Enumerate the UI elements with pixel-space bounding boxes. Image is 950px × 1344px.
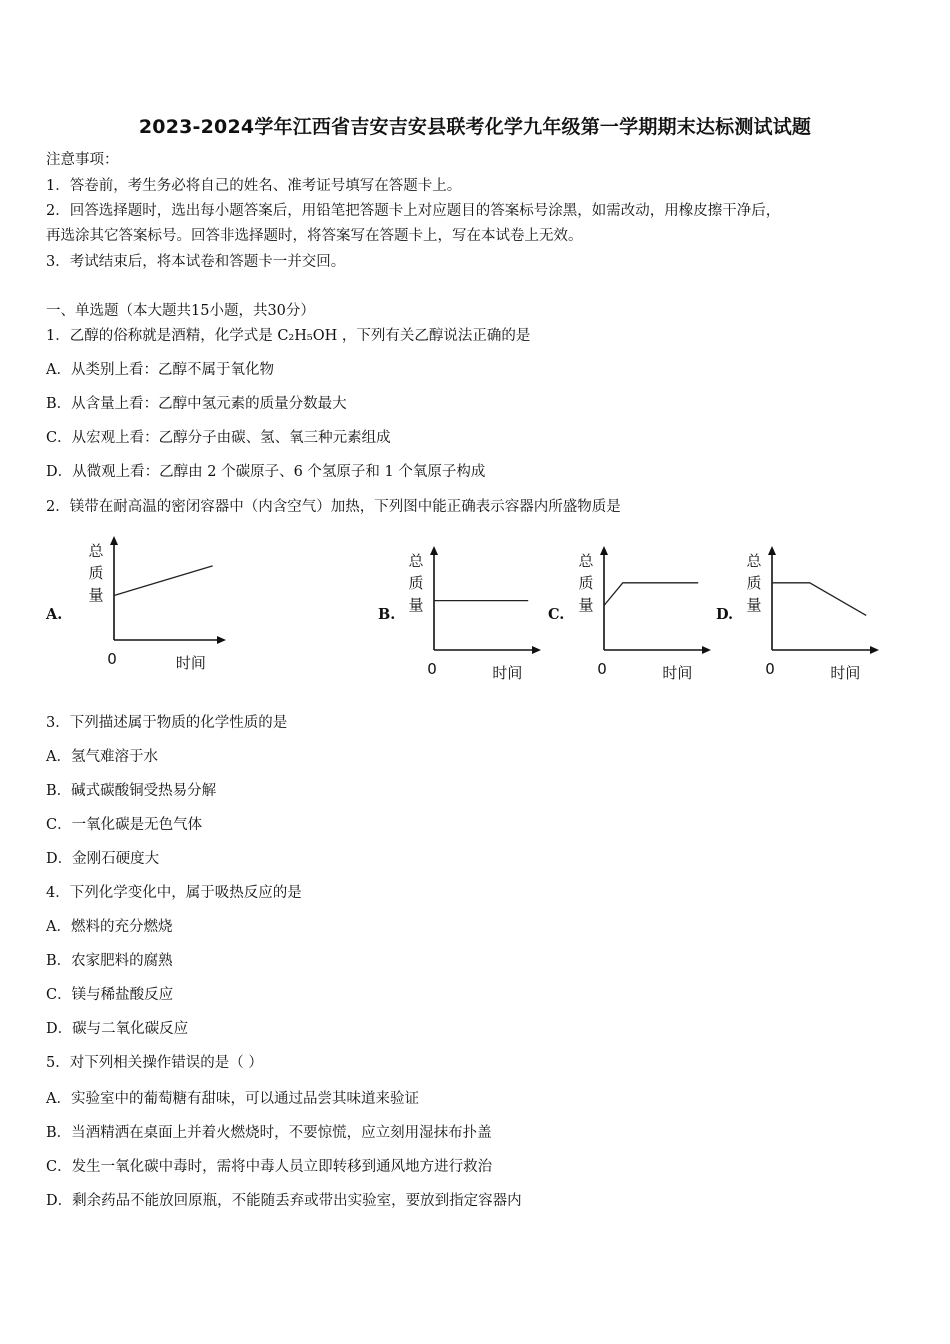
- q5-option-a: A．实验室中的葡萄糖有甜味，可以通过品尝其味道来验证: [46, 1091, 419, 1107]
- notice-heading: 注意事项：: [46, 152, 119, 168]
- series-line: [772, 583, 866, 616]
- y-axis-label-char: 质: [578, 574, 594, 592]
- y-axis-label-char: 总: [408, 552, 424, 570]
- x-axis-arrow: [870, 646, 879, 654]
- y-axis-label-char: 总: [746, 552, 762, 570]
- q3-option-a: A．氢气难溶于水: [46, 749, 158, 765]
- q1-option-a: A．从类别上看：乙醇不属于氧化物: [46, 362, 274, 378]
- x-axis-arrow: [532, 646, 541, 654]
- q3-stem: 3．下列描述属于物质的化学性质的是: [46, 715, 288, 731]
- y-axis-arrow: [768, 546, 776, 555]
- q2-stem: 2．镁带在耐高温的密闭容器中（内含空气）加热，下列图中能正确表示容器内所盛物质是: [46, 499, 621, 515]
- q4-option-a: A．燃料的充分燃烧: [46, 919, 173, 935]
- q5-stem: 5．对下列相关操作错误的是（ ）: [46, 1055, 263, 1071]
- q1-option-b: B．从含量上看：乙醇中氢元素的质量分数最大: [46, 396, 347, 412]
- q4-stem: 4．下列化学变化中，属于吸热反应的是: [46, 885, 302, 901]
- y-axis-arrow: [110, 536, 118, 545]
- y-axis-arrow: [430, 546, 438, 555]
- x-axis-label: 时间: [662, 664, 693, 682]
- y-axis-label-char: 量: [88, 586, 104, 604]
- q4-option-d: D．碳与二氧化碳反应: [46, 1021, 189, 1037]
- q5-option-b: B．当酒精洒在桌面上并着火燃烧时，不要惊慌，应立刻用湿抹布扑盖: [46, 1125, 492, 1141]
- origin-label: 0: [597, 660, 607, 678]
- series-line: [604, 583, 698, 606]
- y-axis-label-char: 质: [88, 564, 104, 582]
- q2-option-a-label: A.: [46, 606, 63, 623]
- series-line: [114, 566, 213, 596]
- q2-chart-b: [400, 540, 545, 694]
- x-axis-arrow: [702, 646, 711, 654]
- y-axis-label-char: 质: [746, 574, 762, 592]
- q1-stem: 1．乙醇的俗称就是酒精，化学式是 C₂H₅OH ，下列有关乙醇说法正确的是: [46, 328, 531, 344]
- q2-option-d-label: D.: [716, 606, 734, 623]
- notice-item-3: 3．考试结束后，将本试卷和答题卡一并交回。: [46, 254, 346, 270]
- notice-item-1: 1．答卷前，考生务必将自己的姓名、准考证号填写在答题卡上。: [46, 178, 462, 194]
- x-axis-label: 时间: [492, 664, 523, 682]
- q2-chart-a: [80, 530, 230, 684]
- y-axis-label-char: 总: [578, 552, 594, 570]
- q1-option-c: C．从宏观上看：乙醇分子由碳、氢、氧三种元素组成: [46, 430, 391, 446]
- q3-option-c: C．一氧化碳是无色气体: [46, 817, 203, 833]
- x-axis-label: 时间: [175, 654, 206, 672]
- q2-chart-d: [738, 540, 883, 694]
- y-axis-label-char: 质: [408, 574, 424, 592]
- q5-option-c: C．发生一氧化碳中毒时，需将中毒人员立即转移到通风地方进行救治: [46, 1159, 493, 1175]
- q4-option-b: B．农家肥料的腐熟: [46, 953, 173, 969]
- y-axis-label-char: 量: [408, 596, 424, 614]
- q2-option-b-label: B.: [378, 606, 396, 623]
- notice-item-2a: 2．回答选择题时，选出每小题答案后，用铅笔把答题卡上对应题目的答案标号涂黑，如需改动，用橡皮擦干净后，: [46, 203, 781, 219]
- x-axis-label: 时间: [830, 664, 861, 682]
- q2-chart-c: [570, 540, 715, 694]
- q1-option-d: D．从微观上看：乙醇由 2 个碳原子、6 个氢原子和 1 个氧原子构成: [46, 464, 486, 480]
- origin-label: 0: [427, 660, 437, 678]
- q2-option-c-label: C.: [548, 606, 565, 623]
- y-axis-label-char: 量: [578, 596, 594, 614]
- q4-option-c: C．镁与稀盐酸反应: [46, 987, 174, 1003]
- section-heading: 一、单选题（本大题共15小题，共30分）: [46, 303, 315, 319]
- notice-item-2b: 再选涂其它答案标号。回答非选择题时，将答案写在答题卡上，写在本试卷上无效。: [46, 228, 583, 244]
- y-axis-label-char: 总: [88, 542, 104, 560]
- origin-label: 0: [107, 650, 117, 668]
- x-axis-arrow: [217, 636, 226, 644]
- origin-label: 0: [765, 660, 775, 678]
- q3-option-b: B．碱式碳酸铜受热易分解: [46, 783, 217, 799]
- y-axis-label-char: 量: [746, 596, 762, 614]
- q3-option-d: D．金刚石硬度大: [46, 851, 160, 867]
- page-title: 2023-2024学年江西省吉安吉安县联考化学九年级第一学期期末达标测试试题: [138, 116, 812, 138]
- y-axis-arrow: [600, 546, 608, 555]
- q5-option-d: D．剩余药品不能放回原瓶，不能随丢弃或带出实验室，要放到指定容器内: [46, 1193, 522, 1209]
